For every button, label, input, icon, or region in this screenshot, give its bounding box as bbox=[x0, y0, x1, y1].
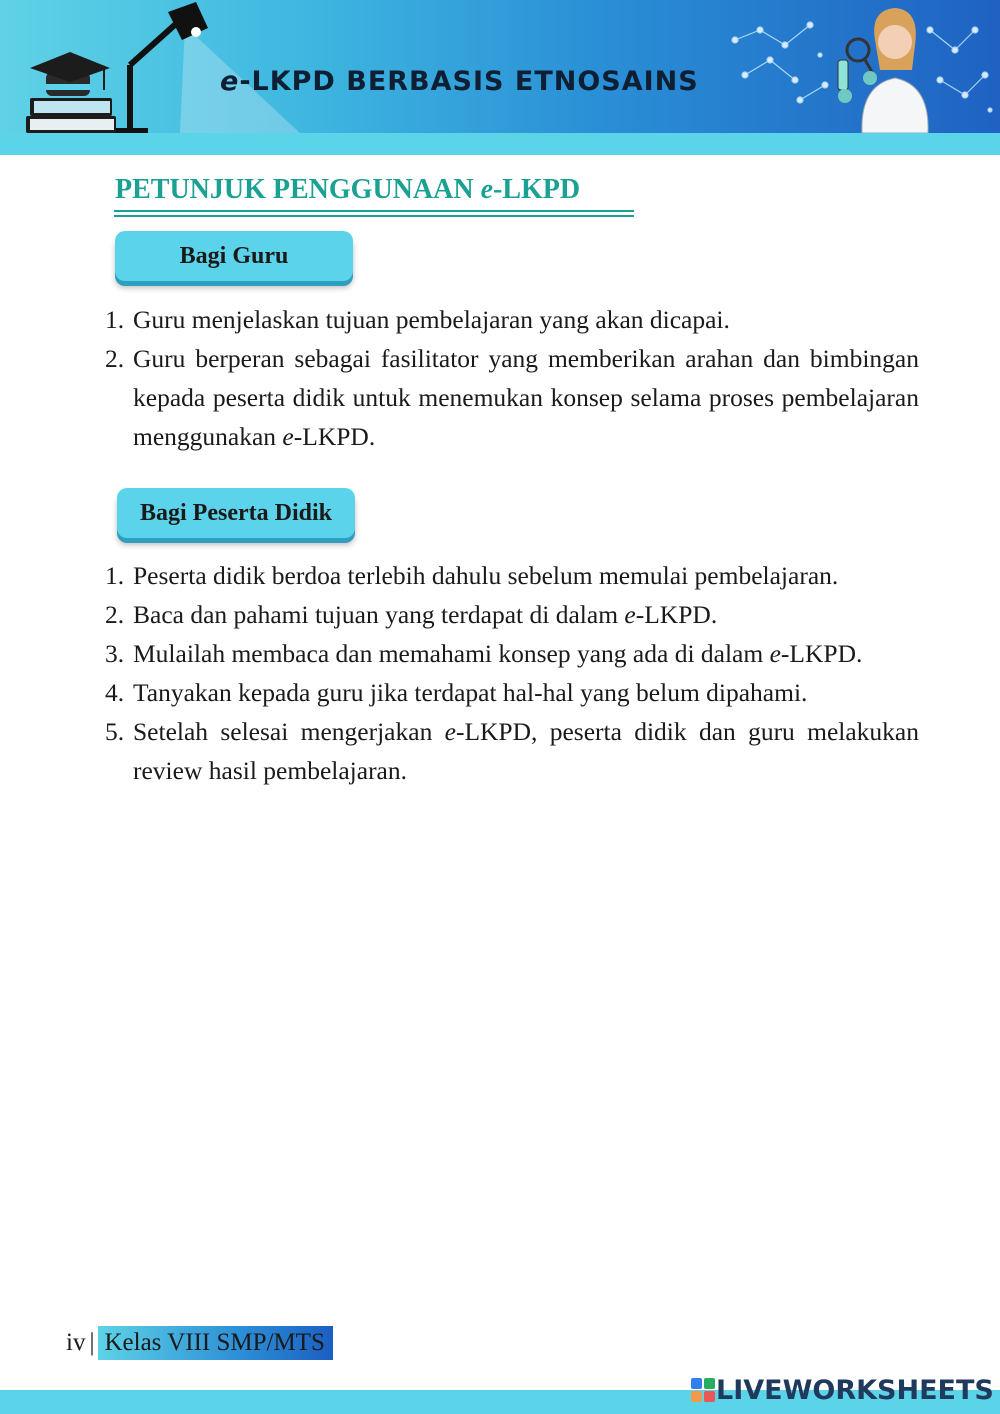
list-item-after: -LKPD. bbox=[293, 422, 376, 451]
list-item-after: -LKPD, peserta didik dan guru melakukan review hasil pembelajaran. bbox=[133, 717, 919, 785]
header-title bbox=[220, 66, 699, 97]
list-item-text: Peserta didik berdoa terlebih dahulu sebelum memulai pembelajaran. bbox=[133, 561, 839, 590]
footer-separator: | bbox=[89, 1329, 95, 1356]
teacher-section-label: Bagi Guru bbox=[115, 231, 353, 281]
student-section-label: Bagi Peserta Didik bbox=[117, 488, 355, 538]
title-underline bbox=[114, 210, 634, 217]
list-item bbox=[105, 300, 919, 339]
class-label: Kelas VIII SMP/MTS bbox=[98, 1326, 332, 1360]
list-item-number: 1. bbox=[105, 561, 125, 590]
list-item-text: Tanyakan kepada guru jika terdapat hal-hal yang belum dipahami. bbox=[133, 678, 808, 707]
header-title-prefix: e bbox=[220, 66, 240, 97]
list-item bbox=[105, 556, 919, 595]
list-item-number: 2. bbox=[105, 344, 125, 373]
list-item-number: 1. bbox=[105, 305, 125, 334]
page-title-em: e bbox=[480, 174, 493, 205]
list-item-text: Setelah selesai mengerjakan bbox=[133, 717, 445, 746]
list-item-em: e bbox=[769, 639, 781, 668]
list-item-text: Guru berperan sebagai fasilitator yang memberikan arahan dan bimbingan kepada peserta didik untuk menemukan konsep selama proses pembelajaran menggunakan bbox=[133, 344, 919, 451]
liveworksheets-grid-icon bbox=[690, 1377, 716, 1403]
list-item-em: e bbox=[624, 600, 636, 629]
list-item-em: e bbox=[444, 717, 456, 746]
list-item-after: -LKPD. bbox=[635, 600, 718, 629]
page-title-end: -LKPD bbox=[493, 174, 581, 205]
list-item-number: 2. bbox=[105, 600, 125, 629]
list-item-em: e bbox=[282, 422, 294, 451]
list-item-text: Guru menjelaskan tujuan pembelajaran yang akan dicapai. bbox=[133, 305, 730, 334]
liveworksheets-logo[interactable] bbox=[690, 1372, 994, 1408]
list-item-text: Baca dan pahami tujuan yang terdapat di dalam bbox=[133, 600, 625, 629]
header-strip bbox=[0, 133, 1000, 155]
liveworksheets-text: LIVEWORKSHEETS bbox=[716, 1374, 994, 1406]
page-number: iv bbox=[66, 1329, 86, 1356]
list-item bbox=[105, 595, 919, 634]
list-item-number: 4. bbox=[105, 678, 125, 707]
list-item-text: Mulailah membaca dan memahami konsep yang ada di dalam bbox=[133, 639, 770, 668]
header-banner bbox=[0, 0, 1000, 155]
list-item bbox=[105, 634, 919, 673]
molecule-pattern-icon bbox=[732, 18, 992, 112]
header-title-rest: -LKPD BERBASIS ETNOSAINS bbox=[239, 66, 699, 97]
graduation-cap-books-icon bbox=[26, 52, 116, 133]
page-title bbox=[115, 174, 580, 206]
list-item bbox=[105, 339, 919, 456]
list-item-number: 5. bbox=[105, 717, 125, 746]
list-item bbox=[105, 673, 919, 712]
scientist-icon bbox=[838, 8, 928, 133]
page-footer bbox=[66, 1326, 333, 1360]
teacher-instructions-list bbox=[105, 300, 919, 456]
student-instructions-list bbox=[105, 556, 919, 790]
page-title-main: PETUNJUK PENGGUNAAN bbox=[115, 174, 481, 205]
list-item-number: 3. bbox=[105, 639, 125, 668]
list-item-after: -LKPD. bbox=[780, 639, 863, 668]
list-item bbox=[105, 712, 919, 790]
